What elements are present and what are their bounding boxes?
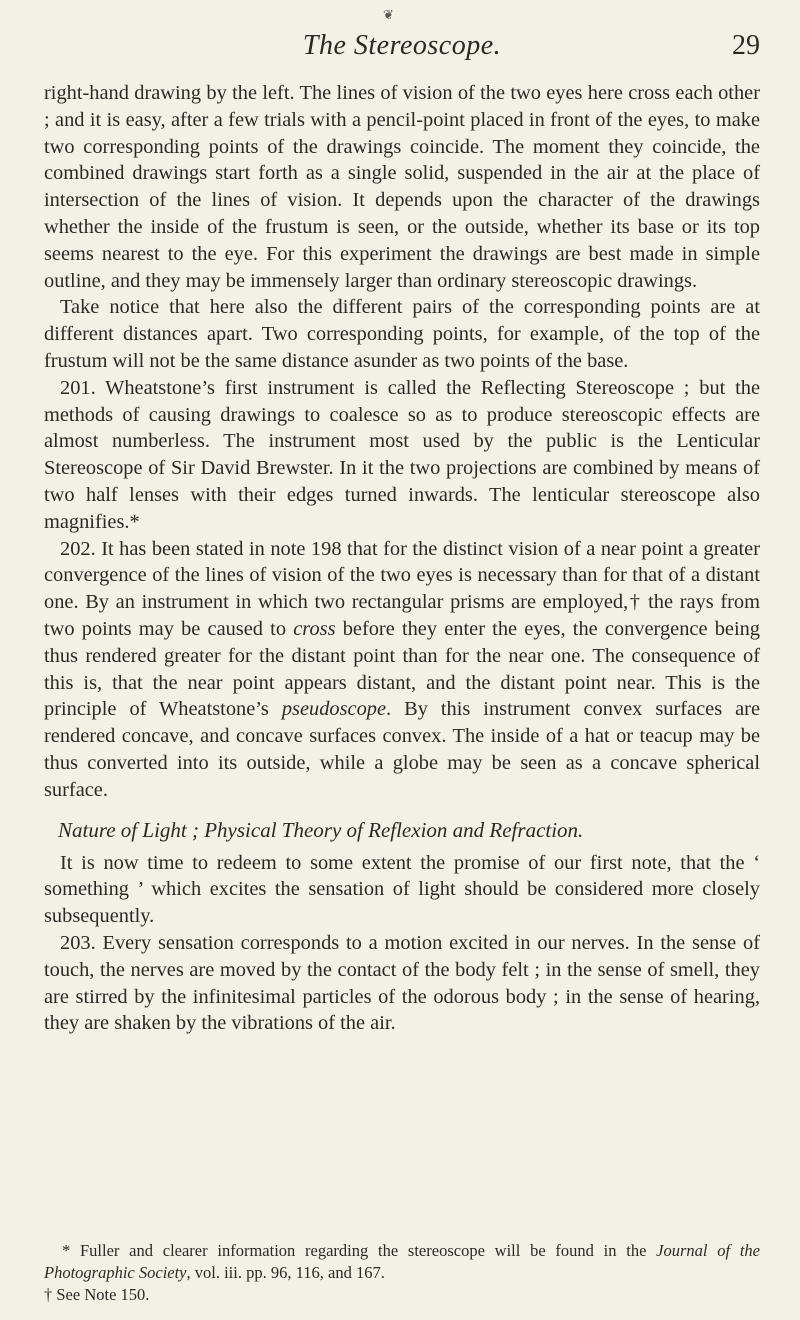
footnote-dagger: † See Note 150. [44,1285,150,1304]
paragraph-202-part-c: . By this instrument convex surfaces are rendered concave, and concave surfaces convex. The inside of a hat or teacup may be thus converted into its outside, while a globe may be seen as a concave spherical surface. [44,698,760,801]
paragraph-promise: It is now time to redeem to some extent the promise of our first note, that the ‘ something ’ which excites the sensation of light should be considered more closely subsequently. [44,851,760,928]
footnote-journal-title: Journal of the Photographic Society [44,1241,761,1282]
footnotes [44,1240,760,1306]
paragraph-202-part-a: 202. It has been stated in note 198 that for the distinct vision of a near point a greater convergence of the lines of vision of the two eyes is necessary than for that of a distant one. By an instrument in which two rectangular prisms are employed,† the rays from two points may be caused to [44,537,760,640]
paragraph-203: 203. Every sensation corresponds to a motion excited in our nerves. In the sense of touch, the nerves are moved by the contact of the body felt ; in the sense of smell, they are stirred by the infinitesimal particles of the odorous body ; in the sense of hearing, they are shaken by the vibrations of the air. [44,931,760,1035]
footnote-star-part-a: * Fuller and clearer information regarding the stereoscope will be found in the [62,1241,657,1260]
running-title: The Stereoscope. [302,30,502,61]
emphasis-pseudoscope: pseudoscope [281,698,387,721]
section-heading: Nature of Light ; Physical Theory of Reflexion and Refraction. [58,817,584,842]
page-header [44,26,760,66]
paragraph-take-notice: Take notice that here also the different pairs of the corresponding points are at different distances apart. Two corresponding points, for example, of the top of the frustum will not be the same distance asunder as two points of the base. [44,296,760,372]
paragraph-continuation: right-hand drawing by the left. The lines of vision of the two eyes here cross each other ; and it is easy, after a few trials with a pencil-point placed in front of the eyes, to make two corresponding points of the drawings coincide. The moment they coincide, the combined drawings start forth as a single solid, suspended in the air at the place of intersection of the lines of vision. It depends upon the character of the drawings whether the inside of the frustum is seen, or the outside, whether its base or its top seems nearest to the eye. For this experiment the drawings are best made in simple outline, and they may be immensely larger than ordinary stereoscopic drawings. [44,82,760,292]
paragraph-201: 201. Wheatstone’s first instrument is called the Reflecting Stereoscope ; but the methods of causing drawings to coalesce so as to produce stereoscopic effects are almost numberless. The instrument most used by the public is the Lenticular Stereoscope of Sir David Brewster. In it the two projections are combined by means of two half lenses with their edges turned inwards. The lenticular stereoscope also magnifies.* [44,376,760,533]
footnote-star [44,1240,760,1284]
book-page [44,0,760,1320]
footnote-star-part-b: , vol. iii. pp. 96, 116, and 167. [186,1263,385,1282]
page-number: 29 [732,30,760,61]
paragraph-202-part-b: before they enter the eyes, the convergence being thus rendered greater for the distant point than for the near one. The consequence of this is, that the near point appears distant, and the distant point near. This is the principle of Wheatstone’s [44,617,760,721]
emphasis-cross: cross [293,617,336,640]
printer-mark: ❦ [383,8,394,23]
body-text [44,80,760,1037]
paragraph-202 [44,536,760,804]
